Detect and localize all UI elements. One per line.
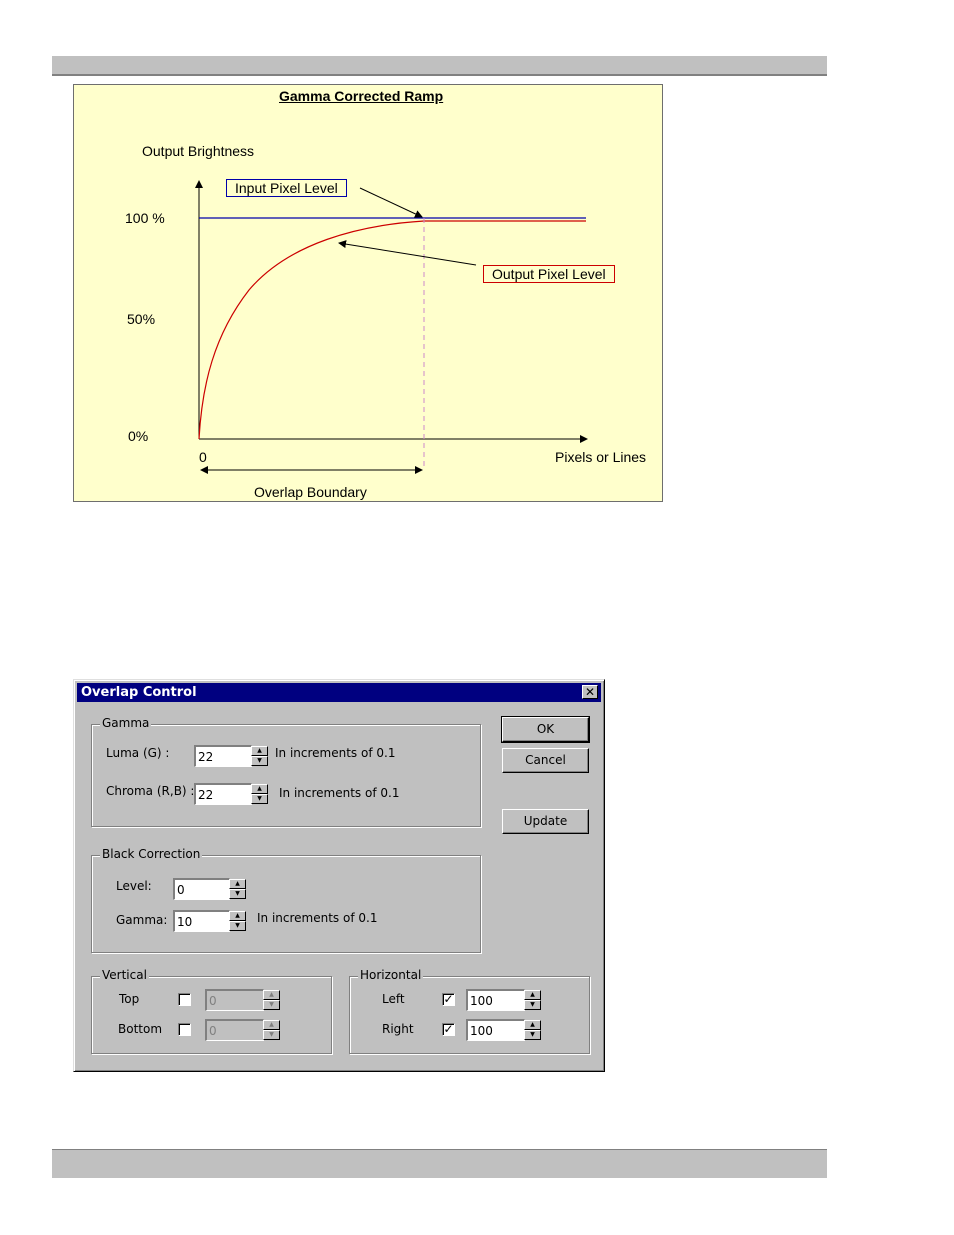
gamma-group-label: Gamma <box>102 716 150 730</box>
output-pixel-level-curve <box>199 221 586 439</box>
black-correction-group <box>91 847 481 953</box>
page-header-bar <box>52 56 827 76</box>
left-input[interactable] <box>466 989 525 1011</box>
y-axis-label: Output Brightness <box>142 143 255 159</box>
luma-stepper[interactable] <box>194 745 269 767</box>
top-stepper[interactable] <box>205 989 281 1011</box>
bottom-stepper[interactable] <box>205 1019 281 1041</box>
black-gamma-stepper[interactable] <box>173 910 247 932</box>
luma-up-arrow[interactable]: ▲ <box>251 746 268 756</box>
level-label: Level: <box>116 879 152 893</box>
vertical-group-label: Vertical <box>102 968 147 982</box>
input-callout-arrow <box>360 188 422 217</box>
black-correction-group-label: Black Correction <box>102 847 201 861</box>
level-stepper[interactable] <box>173 878 247 900</box>
black-gamma-input[interactable] <box>173 910 230 932</box>
input-pixel-level-label: Input Pixel Level <box>226 179 347 197</box>
page-footer-bar <box>52 1149 827 1178</box>
left-up-arrow[interactable]: ▲ <box>524 990 541 1000</box>
left-stepper[interactable] <box>466 989 542 1011</box>
bottom-down-arrow[interactable]: ▼ <box>263 1030 280 1040</box>
left-down-arrow[interactable]: ▼ <box>524 1000 541 1010</box>
chroma-stepper[interactable] <box>194 783 269 805</box>
black-gamma-down-arrow[interactable]: ▼ <box>229 921 246 931</box>
horizontal-group-label: Horizontal <box>360 968 422 982</box>
ok-button[interactable]: OK <box>502 717 589 742</box>
top-checkbox[interactable] <box>178 993 191 1006</box>
diagram-title: Gamma Corrected Ramp <box>279 88 444 104</box>
chroma-down-arrow[interactable]: ▼ <box>251 794 268 804</box>
chroma-input[interactable] <box>194 783 252 805</box>
right-checkbox[interactable]: ✓ <box>443 1022 454 1036</box>
output-pixel-level-label: Output Pixel Level <box>483 265 615 283</box>
level-down-arrow[interactable]: ▼ <box>229 889 246 899</box>
chroma-label: Chroma (R,B) : <box>106 784 195 798</box>
overlap-boundary-label: Overlap Boundary <box>254 484 367 500</box>
bottom-checkbox[interactable] <box>178 1023 191 1036</box>
y-tick-100: 100 % <box>125 210 165 226</box>
black-gamma-label: Gamma: <box>116 913 168 927</box>
right-input[interactable] <box>466 1019 525 1041</box>
level-up-arrow[interactable]: ▲ <box>229 879 246 889</box>
right-down-arrow[interactable]: ▼ <box>524 1030 541 1040</box>
cancel-button[interactable]: Cancel <box>502 748 589 773</box>
right-up-arrow[interactable]: ▲ <box>524 1020 541 1030</box>
top-label: Top <box>119 992 140 1006</box>
luma-label: Luma (G) : <box>106 746 170 760</box>
left-checkbox[interactable]: ✓ <box>443 992 454 1006</box>
top-input[interactable] <box>205 989 264 1011</box>
luma-hint: In increments of 0.1 <box>275 746 396 760</box>
y-tick-0: 0% <box>128 428 149 444</box>
chroma-hint: In increments of 0.1 <box>279 786 400 800</box>
left-label: Left <box>382 992 405 1006</box>
update-button[interactable]: Update <box>502 809 589 834</box>
black-gamma-hint: In increments of 0.1 <box>257 911 378 925</box>
right-stepper[interactable] <box>466 1019 542 1041</box>
y-tick-50: 50% <box>127 311 156 327</box>
right-label: Right <box>382 1022 414 1036</box>
close-icon[interactable]: ✕ <box>582 685 598 699</box>
level-input[interactable] <box>173 878 230 900</box>
gamma-group <box>91 716 481 827</box>
vertical-group <box>91 968 332 1054</box>
chroma-up-arrow[interactable]: ▲ <box>251 784 268 794</box>
luma-down-arrow[interactable]: ▼ <box>251 756 268 766</box>
top-down-arrow[interactable]: ▼ <box>263 1000 280 1010</box>
bottom-label: Bottom <box>118 1022 163 1036</box>
x-origin-label: 0 <box>199 449 207 465</box>
overlap-control-dialog <box>73 679 605 1072</box>
luma-input[interactable] <box>194 745 252 767</box>
x-axis-label: Pixels or Lines <box>555 449 647 465</box>
black-gamma-up-arrow[interactable]: ▲ <box>229 911 246 921</box>
dialog-title: Overlap Control <box>81 685 197 700</box>
dialog-titlebar[interactable] <box>77 683 601 702</box>
gamma-ramp-diagram <box>73 84 663 502</box>
top-up-arrow[interactable]: ▲ <box>263 990 280 1000</box>
horizontal-group <box>349 968 590 1054</box>
bottom-up-arrow[interactable]: ▲ <box>263 1020 280 1030</box>
output-callout-arrow <box>339 243 476 265</box>
bottom-input[interactable] <box>205 1019 264 1041</box>
